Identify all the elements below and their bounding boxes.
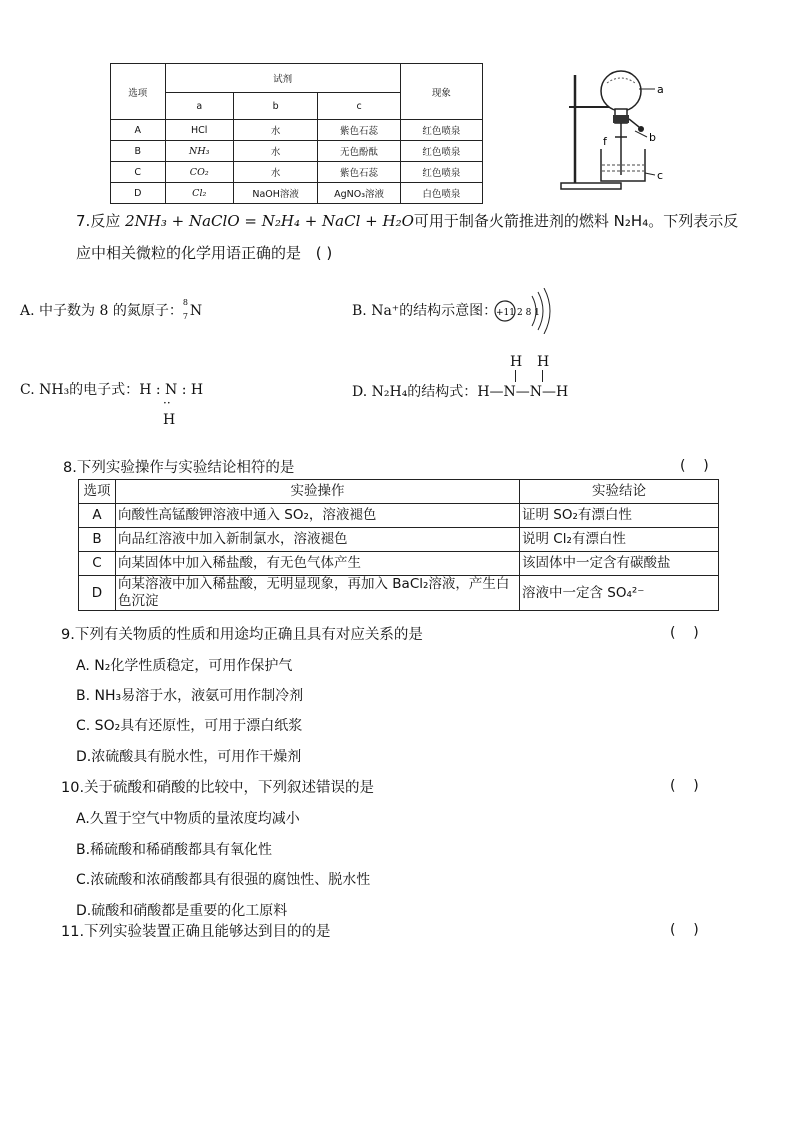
rubber-stopper bbox=[613, 115, 629, 123]
round-flask bbox=[601, 71, 641, 111]
answer-parens: ( ) bbox=[670, 625, 699, 641]
q10-option-d: D.硫酸和硝酸都是重要的化工原料 bbox=[76, 903, 288, 919]
q10-option-a: A.久置于空气中物质的量浓度均减小 bbox=[76, 811, 300, 827]
leader-c bbox=[645, 173, 655, 175]
q9-option-a: A. N₂化学性质稳定，可用作保护气 bbox=[76, 658, 293, 674]
cell-phenomenon: 白色喷泉 bbox=[400, 183, 482, 204]
table-header-option: 选项 bbox=[79, 480, 116, 504]
table-row bbox=[111, 183, 483, 204]
cell-a: CO₂ bbox=[165, 162, 233, 183]
cell-a: Cl₂ bbox=[165, 183, 233, 204]
table-row bbox=[79, 576, 719, 611]
q7-stem-line2: 应中相关微粒的化学用语正确的是 ( ) bbox=[76, 244, 333, 262]
bond-line bbox=[515, 370, 516, 382]
cell-c: 紫色石蕊 bbox=[318, 120, 400, 141]
cell-option: A bbox=[79, 504, 116, 528]
cell-option: C bbox=[79, 552, 116, 576]
table-header-reagent: 试剂 bbox=[165, 64, 400, 93]
q10-option-b: B.稀硫酸和稀硝酸都具有氧化性 bbox=[76, 842, 273, 858]
cell-b: 水 bbox=[233, 162, 317, 183]
table-header-conclusion: 实验结论 bbox=[520, 480, 719, 504]
cell-phenomenon: 红色喷泉 bbox=[400, 162, 482, 183]
q9-option-d: D.浓硫酸具有脱水性，可用作干燥剂 bbox=[76, 749, 302, 765]
top-hydrogen-2: H bbox=[537, 354, 550, 370]
answer-parens: ( ) bbox=[670, 778, 699, 794]
svg-text:+11: +11 bbox=[496, 308, 515, 318]
table-row bbox=[79, 504, 719, 528]
cell-phenomenon: 红色喷泉 bbox=[400, 141, 482, 162]
na-ion-structure-diagram bbox=[494, 288, 554, 334]
table-header-operation: 实验操作 bbox=[116, 480, 520, 504]
q7-equation: 2NH₃ + NaClO = N₂H₄ + NaCl + H₂O bbox=[125, 212, 414, 230]
q7-option-a: A. 中子数为 8 的氮原子： 8 7 N bbox=[20, 298, 203, 321]
cell-option: C bbox=[111, 162, 166, 183]
table-row bbox=[111, 120, 483, 141]
table-header-b: b bbox=[233, 93, 317, 120]
q6-reagent-table bbox=[110, 63, 483, 204]
cell-conclusion: 溶液中一定含 SO₄²⁻ bbox=[520, 576, 719, 611]
label-f: f bbox=[603, 135, 607, 148]
bond-line bbox=[542, 370, 543, 382]
cell-c: AgNO₃溶液 bbox=[318, 183, 400, 204]
cell-phenomenon: 红色喷泉 bbox=[400, 120, 482, 141]
label-a: a bbox=[657, 83, 664, 96]
table-row bbox=[79, 552, 719, 576]
answer-parens: ( ) bbox=[315, 244, 333, 262]
label-c: c bbox=[657, 169, 664, 182]
cell-option: B bbox=[79, 528, 116, 552]
cell-operation: 向酸性高锰酸钾溶液中通入 SO₂，溶液褪色 bbox=[116, 504, 520, 528]
q9-stem: 9.下列有关物质的性质和用途均正确且具有对应关系的是 bbox=[61, 627, 423, 643]
q7-stem-line1: 7.反应 2NH₃ + NaClO = N₂H₄ + NaCl + H₂O可用于制备火箭推进剂的燃料 N₂H₄。下列表示反 bbox=[76, 212, 739, 230]
q11-stem: 11.下列实验装置正确且能够达到目的的是 bbox=[61, 924, 331, 940]
q9-option-c: C. SO₂具有还原性，可用于漂白纸浆 bbox=[76, 718, 303, 734]
table-row bbox=[111, 141, 483, 162]
cell-operation: 向某溶液中加入稀盐酸，无明显现象，再加入 BaCl₂溶液，产生白色沉淀 bbox=[116, 576, 520, 611]
table-header-option: 选项 bbox=[111, 64, 166, 120]
cell-a: HCl bbox=[165, 120, 233, 141]
table-row bbox=[79, 528, 719, 552]
cell-operation: 向品红溶液中加入新制氯水，溶液褪色 bbox=[116, 528, 520, 552]
table-header-phenomenon: 现象 bbox=[400, 64, 482, 120]
q8-experiment-table bbox=[78, 479, 719, 611]
cell-a: NH₃ bbox=[165, 141, 233, 162]
cell-c: 紫色石蕊 bbox=[318, 162, 400, 183]
cell-option: A bbox=[111, 120, 166, 141]
cell-b: 水 bbox=[233, 141, 317, 162]
cell-c: 无色酚酞 bbox=[318, 141, 400, 162]
cell-option: B bbox=[111, 141, 166, 162]
cell-option: D bbox=[79, 576, 116, 611]
cell-b: 水 bbox=[233, 120, 317, 141]
q9-option-b: B. NH₃易溶于水，液氨可用作制冷剂 bbox=[76, 688, 304, 704]
cell-conclusion: 证明 SO₂有漂白性 bbox=[520, 504, 719, 528]
cell-conclusion: 该固体中一定含有碳酸盐 bbox=[520, 552, 719, 576]
cell-b: NaOH溶液 bbox=[233, 183, 317, 204]
q7-option-d: D. N₂H₄的结构式：H—N—N—H bbox=[352, 384, 569, 400]
q7-option-c: C. NH₃的电子式：H : N : H bbox=[20, 382, 204, 398]
shell-arc bbox=[544, 288, 550, 334]
q10-stem: 10.关于硫酸和硝酸的比较中，下列叙述错误的是 bbox=[61, 780, 375, 796]
bottom-hydrogen: H bbox=[163, 412, 176, 428]
table-header-c: c bbox=[318, 93, 400, 120]
answer-parens: ( ) bbox=[680, 458, 709, 474]
table-header-a: a bbox=[165, 93, 233, 120]
dropper bbox=[629, 119, 639, 127]
cell-option: D bbox=[111, 183, 166, 204]
top-hydrogen-1: H bbox=[510, 354, 523, 370]
stand-base bbox=[561, 183, 621, 189]
hydrazine-chain: H—N—N—H bbox=[477, 384, 569, 400]
q7-option-b: B. Na⁺的结构示意图： bbox=[352, 303, 498, 319]
table-row bbox=[111, 162, 483, 183]
svg-text:2 8 1: 2 8 1 bbox=[517, 308, 540, 318]
cell-operation: 向某固体中加入稀盐酸，有无色气体产生 bbox=[116, 552, 520, 576]
cell-conclusion: 说明 Cl₂有漂白性 bbox=[520, 528, 719, 552]
q8-stem: 8.下列实验操作与实验结论相符的是 bbox=[63, 460, 295, 476]
dropper-bulb bbox=[638, 126, 644, 132]
electron-dots: ·· bbox=[163, 396, 171, 410]
answer-parens: ( ) bbox=[670, 922, 699, 938]
q10-option-c: C.浓硫酸和浓硝酸都具有很强的腐蚀性、脱水性 bbox=[76, 872, 371, 888]
label-b: b bbox=[649, 131, 656, 144]
fountain-apparatus-diagram bbox=[555, 65, 670, 195]
